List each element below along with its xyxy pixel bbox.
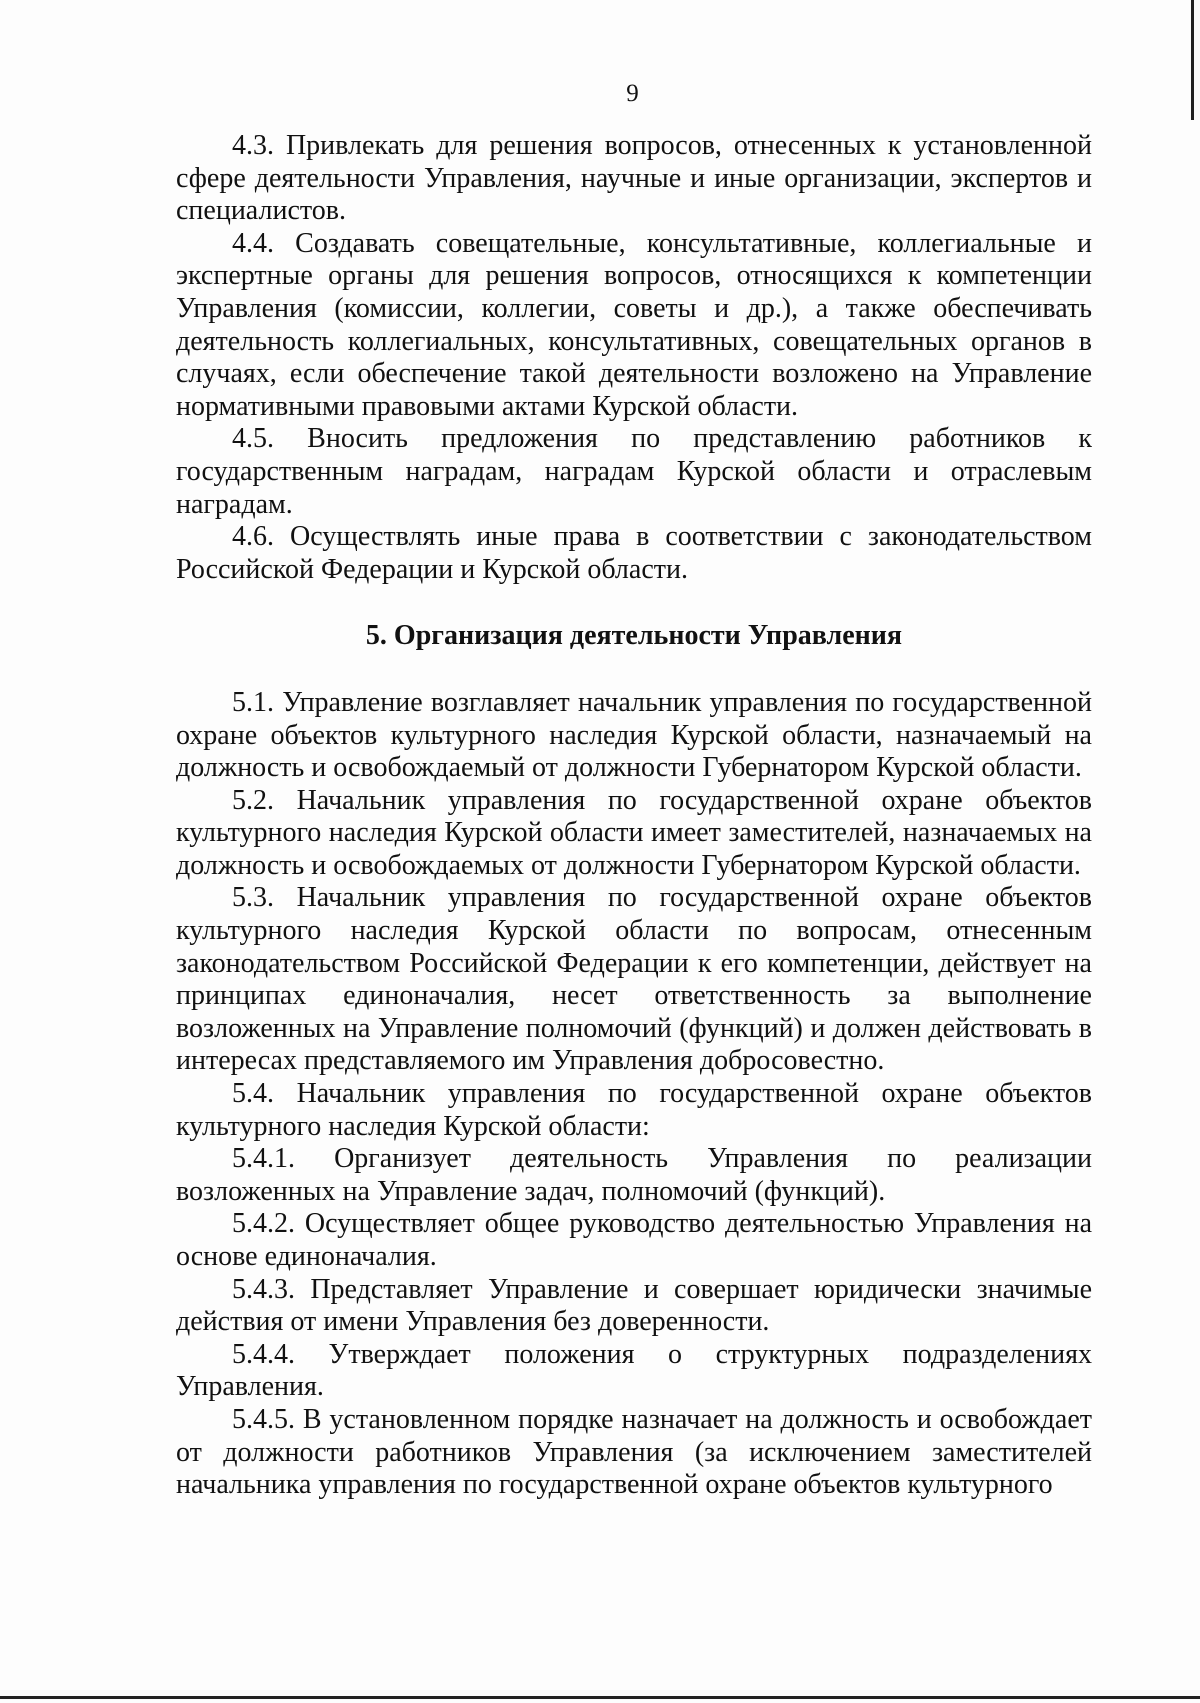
section-heading: 5. Организация деятельности Управления [365,620,903,652]
paragraph-5-3: 5.3. Начальник управления по государственной охране объектов культурного наследия Курской области по вопросам, отнесенным законодательством Российской Федерации к его компетенции, действует на принципах единоначалия, несет ответственность за выполнение возложенных на Управление полномочий (функций) и должен действовать в интересах представляемого им Управления добросовестно. [176,882,1092,1077]
paragraph-4-5: 4.5. Вносить предложения по представлению работников к государственным наградам, наградам Курской области и отраслевым наградам. [176,423,1092,520]
paragraph-5-4-4: 5.4.4. Утверждает положения о структурных подразделениях Управления. [176,1338,1092,1403]
paragraph-5-2: 5.2. Начальник управления по государственной охране объектов культурного наследия Курской области имеет заместителей, назначаемых на должность и освобождаемых от должности Губернатором Курской области. [176,784,1092,881]
paragraph-4-6: 4.6. Осуществлять иные права в соответствии с законодательством Российской Федерации и Курской области. [176,521,1092,585]
paragraph-5-4-3: 5.4.3. Представляет Управление и совершает юридически значимые действия от имени Управления без доверенности. [176,1273,1092,1338]
paragraph-5-4: 5.4. Начальник управления по государственной охране объектов культурного наследия Курской области: [176,1078,1092,1142]
paragraph-5-4-5: 5.4.5. В установленном порядке назначает на должность и освобождает от должности работников Управления (за исключением заместителей начальника управления по государственной охране объектов культурного [176,1403,1092,1501]
document-body [176,130,1092,1502]
paragraph-5-1: 5.1. Управление возглавляет начальник управления по государственной охране объектов культурного наследия Курской области, назначаемый на должность и освобождаемый от должности Губернатором Курской области. [176,686,1092,784]
scan-edge-bottom [0,1696,1200,1699]
paragraph-5-4-2: 5.4.2. Осуществляет общее руководство деятельностью Управления на основе единоначалия. [176,1208,1092,1272]
paragraph-5-4-1: 5.4.1. Организует деятельность Управления по реализации возложенных на Управление задач, полномочий (функций). [176,1143,1092,1207]
page-number: 9 [626,80,639,107]
paragraph-4-4: 4.4. Создавать совещательные, консультативные, коллегиальные и экспертные органы для решения вопросов, относящихся к компетенции Управления (комиссии, коллегии, советы и др.), а также обеспечивать деятельность коллегиальных, консультативных, совещательных органов в случаях, если обеспечение такой деятельности возложено на Управление нормативными правовыми актами Курской области. [176,227,1092,422]
paragraph-4-3: 4.3. Привлекать для решения вопросов, отнесенных к установленной сфере деятельности Управления, научные и иные организации, экспертов и специалистов. [176,130,1092,227]
